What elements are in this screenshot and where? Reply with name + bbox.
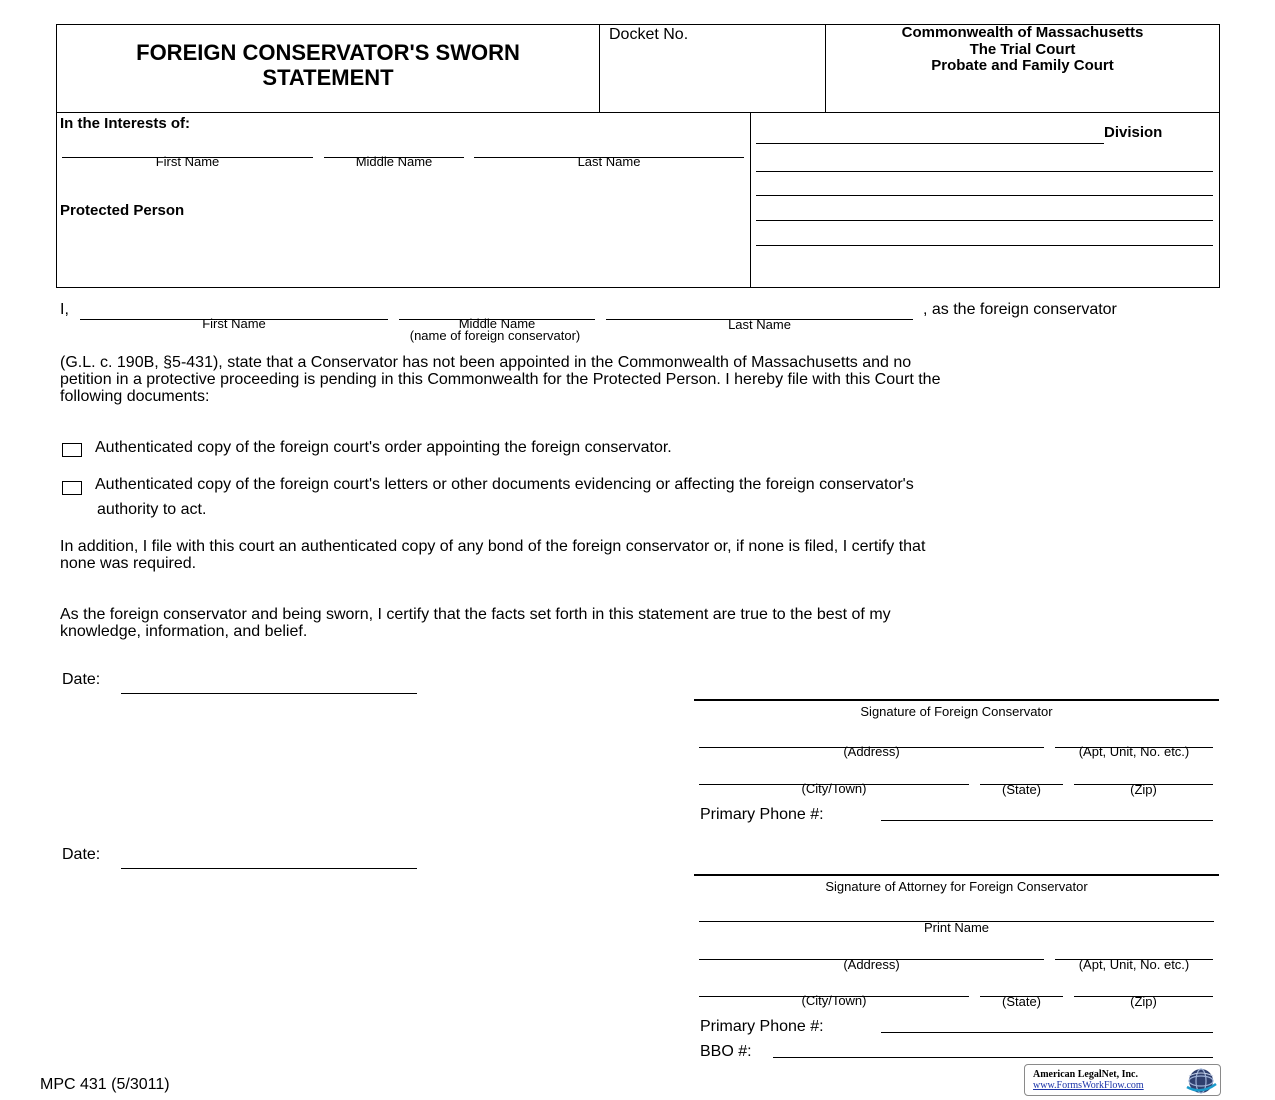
docket-label: Docket No. [609, 26, 689, 43]
division-field[interactable] [756, 143, 1104, 144]
protected-person-label: Protected Person [60, 202, 185, 219]
last-name-caption: Last Name [577, 154, 641, 169]
statement-line1: (G.L. c. 190B, §5-431), state that a Conservator has not been appointed in the Commonwealth of Massachusetts and no [60, 354, 912, 371]
statement-line3: following documents: [60, 388, 210, 405]
division-address-line-1[interactable] [756, 171, 1213, 172]
attorney-zip-caption: (Zip) [1130, 994, 1157, 1009]
globe-icon [1183, 1067, 1219, 1095]
conservator-phone-field[interactable] [881, 820, 1213, 821]
attorney-signature-field[interactable] [694, 874, 1219, 876]
bond-line2: none was required. [60, 555, 197, 572]
conservator-apt-caption: (Apt, Unit, No. etc.) [1078, 744, 1190, 759]
interests-heading: In the Interests of: [60, 115, 191, 132]
conservator-state-caption: (State) [1001, 782, 1041, 797]
first-name-caption: First Name [155, 154, 220, 169]
attorney-state-caption: (State) [1001, 994, 1041, 1009]
attorney-address-caption: (Address) [843, 957, 900, 972]
bond-line1: In addition, I file with this court an authenticated copy of any bond of the foreign conservator or, if none is filed, I certify that [60, 538, 926, 555]
middle-name-caption: Middle Name [355, 154, 433, 169]
conservator-first-name-caption: First Name [202, 316, 266, 331]
bbo-label: BBO #: [700, 1043, 752, 1060]
letters-copy-checkbox[interactable] [62, 481, 82, 495]
attorney-signature-caption: Signature of Attorney for Foreign Conservator [825, 879, 1088, 894]
interests-box [56, 112, 751, 288]
form-title [57, 40, 599, 90]
conservator-date-label: Date: [62, 671, 101, 688]
letters-copy-label: Authenticated copy of the foreign court's letters or other documents evidencing or affecting the foreign conservator's [95, 476, 914, 493]
form-title-line1: FOREIGN CONSERVATOR'S SWORN [136, 40, 520, 65]
statement-paragraph [60, 354, 1225, 405]
attorney-print-name-caption: Print Name [923, 920, 990, 935]
division-address-line-2[interactable] [756, 195, 1213, 196]
conservator-middle-name-caption: Middle Name [458, 316, 536, 331]
american-legalnet-logo[interactable] [1024, 1064, 1221, 1096]
order-copy-label: Authenticated copy of the foreign court's order appointing the foreign conservator. [95, 439, 672, 456]
conservator-zip-caption: (Zip) [1130, 782, 1157, 797]
division-label: Division [1104, 124, 1163, 141]
form-number: MPC 431 (5/3011) [40, 1076, 170, 1093]
bbo-field[interactable] [773, 1057, 1213, 1058]
form-title-line2: STATEMENT [262, 65, 394, 90]
attorney-city-caption: (City/Town) [801, 993, 867, 1008]
conservator-date-field[interactable] [121, 693, 417, 694]
conservator-signature-field[interactable] [694, 699, 1219, 701]
court-name [826, 25, 1219, 75]
logo-url-link[interactable]: www.FormsWorkFlow.com [1033, 1080, 1144, 1091]
conservator-signature-caption: Signature of Foreign Conservator [860, 704, 1053, 719]
letters-copy-label-cont: authority to act. [97, 501, 207, 518]
conservator-name-note: (name of foreign conservator) [409, 328, 581, 343]
i-label: I, [60, 301, 69, 318]
court-line3: Probate and Family Court [931, 57, 1114, 74]
court-line2: The Trial Court [969, 40, 1076, 58]
attorney-apt-caption: (Apt, Unit, No. etc.) [1078, 957, 1190, 972]
statement-line2: petition in a protective proceeding is pending in this Commonwealth for the Protected Person. I hereby file with this Court the [60, 371, 941, 388]
attorney-phone-field[interactable] [881, 1032, 1213, 1033]
conservator-phone-label: Primary Phone #: [700, 806, 824, 823]
oath-line1: As the foreign conservator and being sworn, I certify that the facts set forth in this statement are true to the best of my [60, 606, 891, 623]
conservator-city-caption: (City/Town) [801, 781, 867, 796]
division-address-line-4[interactable] [756, 245, 1213, 246]
conservator-last-name-caption: Last Name [728, 317, 791, 332]
court-line1: Commonwealth of Massachusetts [901, 24, 1144, 41]
logo-company-name: American LegalNet, Inc. [1033, 1069, 1138, 1080]
oath-paragraph [60, 606, 1225, 640]
conservator-address-caption: (Address) [843, 744, 900, 759]
bond-paragraph [60, 538, 1225, 572]
attorney-phone-label: Primary Phone #: [700, 1018, 824, 1035]
attorney-date-field[interactable] [121, 868, 417, 869]
oath-line2: knowledge, information, and belief. [60, 623, 308, 640]
attorney-date-label: Date: [62, 846, 101, 863]
as-foreign-conservator: , as the foreign conservator [923, 301, 1117, 318]
division-address-line-3[interactable] [756, 220, 1213, 221]
order-copy-checkbox[interactable] [62, 443, 82, 457]
